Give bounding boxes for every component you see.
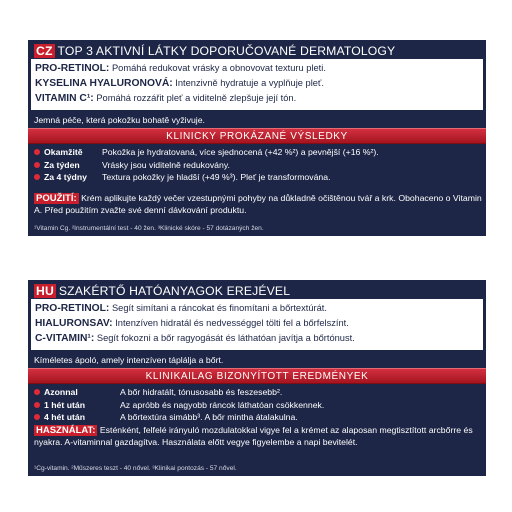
result-row: Azonnal A bőr hidratált, tónusosabb és feszesebb². <box>34 386 482 399</box>
cz-usage-text: Krém aplikujte každý večer vzestupnými pohyby na důkladně očištěnou tvář a krk. Obohaceno o Vitamin A. Před použitím zvažte své denní dávkování produktu. <box>34 193 482 215</box>
hu-title <box>34 284 482 298</box>
hu-active-row: PRO-RETINOL: Segít simítani a ráncokat és finomítani a bőrtextúrát. <box>35 303 327 314</box>
cz-usage-label: POUŽITÍ: <box>36 193 77 204</box>
cz-lang-badge: CZ <box>36 44 53 58</box>
hu-footnote: ¹Cg-vitamin. ²Műszeres teszt - 40 nővel. ³Klinikai pontozás - 57 nővel. <box>34 465 237 472</box>
cz-tagline: Jemná péče, která pokožku bohatě vyživuje. <box>34 115 205 125</box>
bullet-icon <box>34 414 40 420</box>
cz-title <box>34 44 482 58</box>
hu-lang-badge: HU <box>36 284 54 298</box>
hu-active-row: HIALURONSAV: Intenzíven hidratál és nedvességgel tölti fel a bőrfelszínt. <box>35 318 349 329</box>
hu-actives-box <box>31 299 483 350</box>
result-row: Okamžitě Pokožka je hydratovaná, více sjednocená (+42 %²) a pevnější (+16 %²). <box>34 146 482 159</box>
cz-actives-box <box>31 59 483 110</box>
bullet-icon <box>34 162 40 168</box>
hu-active-row: C-VITAMIN¹: Segít fokozni a bőr ragyogását és láthatóan javítja a bőrtónust. <box>35 333 355 344</box>
cz-active-row: VITAMIN C¹: Pomáhá rozzářit pleť a viditelně zlepšuje její tón. <box>35 93 297 104</box>
cz-results <box>34 146 482 184</box>
bullet-icon <box>34 402 40 408</box>
cz-footnote: ¹Vitamin Cg. ²Instrumentální test - 40 žen. ³Klinické skóre - 57 dotázaných žen. <box>34 225 264 232</box>
hu-usage-label: HASZNÁLAT: <box>36 425 96 436</box>
result-row: Za týden Vrásky jsou viditelně redukovány. <box>34 159 482 172</box>
cz-results-band: KLINICKY PROKÁZANÉ VÝSLEDKY <box>28 128 486 144</box>
hu-results-band: KLINIKAILAG BIZONYÍTOTT EREDMÉNYEK <box>28 368 486 384</box>
cz-section <box>28 40 486 236</box>
cz-active-row: KYSELINA HYALURONOVÁ: Intenzivně hydratuje a vyplňuje pleť. <box>35 78 324 89</box>
hu-usage-text: Esténként, felfelé irányuló mozdulatokkal vigye fel a krémet az alaposan megtisztított arcbőrre és nyakra. A-vitaminnal gazdagítva. Használata előtt vegye figyelembe a napi bevitelét. <box>34 425 473 447</box>
result-row: 1 hét után Az apróbb és nagyobb ráncok láthatóan csökkennek. <box>34 399 482 412</box>
result-row: 4 hét után A bőrtextúra simább³. A bőr mintha átalakulna. <box>34 411 482 424</box>
bullet-icon <box>34 389 40 395</box>
cz-active-row: PRO-RETINOL: Pomáhá redukovat vrásky a obnovovat texturu pleti. <box>35 63 326 74</box>
result-row: Za 4 týdny Textura pokožky je hladší (+49 %³). Pleť je transformována. <box>34 171 482 184</box>
cz-title-text: TOP 3 AKTIVNÍ LÁTKY DOPORUČOVANÉ DERMATOLOGY <box>57 44 396 58</box>
hu-section <box>28 280 486 476</box>
hu-results <box>34 386 482 424</box>
cz-usage <box>34 193 482 216</box>
bullet-icon <box>34 149 40 155</box>
bullet-icon <box>34 174 40 180</box>
hu-tagline: Kíméletes ápoló, amely intenzíven táplálja a bőrt. <box>34 355 224 365</box>
hu-title-text: SZAKÉRTŐ HATÓANYAGOK EREJÉVEL <box>58 284 291 298</box>
hu-usage <box>34 425 482 448</box>
